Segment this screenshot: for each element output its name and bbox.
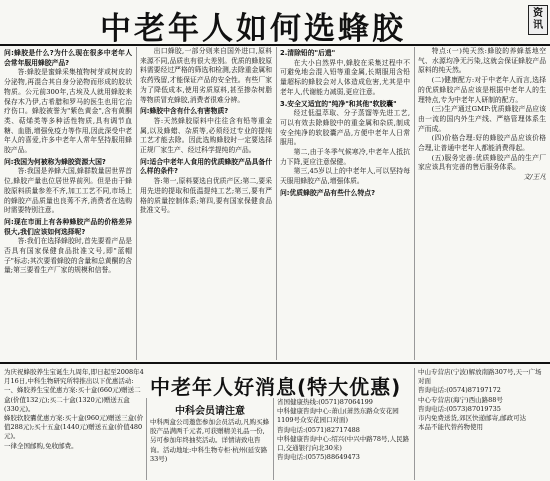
ad-offer: 蜂胶软胶囊优惠方案:买十盒(960元)赠送三盒(价值288元);买十五盒(1440元)赠送五盒(价值480元)。 <box>4 414 144 441</box>
article-paragraph: 答:第一,原料要选自优质产区;第二,要采用先进的提取和低温提纯工艺;第三,要有严格的质量控制体系;第四,要有国家保健食品批准文号。 <box>140 177 272 215</box>
article-paragraph: 第三,45岁以上的中老年人,可以坚持每天服用蜂胶产品,增强体质。 <box>280 167 410 186</box>
column-divider <box>276 47 277 360</box>
contact-line: 中科健康咨询中心:绍兴(中兴中路78号,人民路口,交通银行向北30米) <box>277 434 410 453</box>
article-paragraph: 第二,由于冬季气候寒冷,中老年人抵抗力下降,更应注意保健。 <box>280 148 410 166</box>
contact-line: 中科健康咨询中心:萧山(萧然东路众安花园1109号众安花园口对面) <box>277 407 399 425</box>
article-column-4 <box>418 47 546 360</box>
article-paragraph: 答:我国是养蜂大国,蜂群数量居世界首位,蜂胶产量也位居世界前列。但是由于蜂胶原料质量参差不齐,加工工艺不同,市场上的蜂胶产品质量也良莠不齐,消费者在选购时需要特别注意。 <box>4 167 132 215</box>
article-paragraph: 出口蜂胶,一部分则来自国外进口,原料来源不同,品质也有很大差别。优质的蜂胶原料需要经过严格的筛选和检测,去除重金属和农药残留,才能保证产品的安全性。有些厂家为了降低成本,使用劣质原料,甚至掺杂树脂等物质冒充蜂胶,消费者很难分辨。 <box>140 47 272 104</box>
branch-line: 市内免费送货,郊区快递邮寄,邮政可达 <box>418 414 527 423</box>
membership-text: 中科两盒公司邀您参加会员活动,凡购买蜂胶产品满两千元者,可获赠精美礼品一份,另可参加年终抽奖活动。详情请致电咨询。活动地址:中科生物专柜·杭州(延安路33号) <box>150 418 270 463</box>
ad-promotion <box>4 368 144 480</box>
article-paragraph: (三)生产通过GMP:优质蜂胶产品应该由一流的国内外生产线、严格管理体系生产而成。 <box>418 105 546 133</box>
headline-banner <box>0 0 550 46</box>
question-heading: 3.安全又适宜的"纯净"和其他"软胶囊" <box>280 99 397 108</box>
article-paragraph: (五)服务完善:优质蜂胶产品的生产厂家应该具有完善的售后服务体系。 <box>418 153 546 172</box>
membership-notice <box>150 418 270 481</box>
branch-line: 咨询电话:(0574)87197172 <box>418 386 501 395</box>
ad-branches <box>418 368 546 480</box>
ad-divider <box>414 368 415 480</box>
ad-title: 中老年人好消息(特大优惠) <box>150 375 402 399</box>
ad-divider <box>146 398 147 480</box>
ad-contacts <box>277 398 411 480</box>
headline-title: 中老年人如何选蜂胶 <box>100 11 406 47</box>
column-divider <box>136 47 137 360</box>
ad-intro: 为庆祝蜂胶养生宝诞生九周年,即日起至2008年4月16日,中科生物研究所特推出以下优惠活动: <box>4 368 144 386</box>
article-column-2 <box>140 47 272 360</box>
branch-line: 咨询电话:(0573)87019735 <box>418 404 501 413</box>
contact-line: 省国健康热线:(0571)87064199 <box>277 398 373 406</box>
question-heading: 问:现在市面上有各种蜂胶产品的价格差异很大,我们应该如何选择呢? <box>4 217 132 236</box>
article-paragraph: (二)健康配方:对于中老年人而言,选择的优质蜂胶产品应该是根据中老年人的生理特点,专为中老年人研制的配方。 <box>418 76 546 104</box>
question-heading: 问:蜂胶是什么?为什么现在很多中老年人会常年服用蜂胶产品? <box>4 49 132 67</box>
advertisement <box>0 362 550 481</box>
branch-line: 中山专营店(宁波)解放南路307号,天一广场对面 <box>418 368 542 386</box>
ad-divider <box>273 398 274 480</box>
question-heading: 2.清除铅的"后遗" <box>280 49 336 57</box>
ad-offer: 一、蜂胶养生宝优惠方案:买十盒(660元)赠送二盒(价值132元);买二十盒(1320元)赠送五盒(330元)。 <box>4 386 141 413</box>
section-tag: 资讯 <box>528 5 548 35</box>
article-paragraph: 特点:(一)纯天然:蜂胶的养蜂基地空气、水源均净无污染,这就会保证蜂胶产品原料的纯天然。 <box>418 47 546 75</box>
article-column-3 <box>280 47 410 360</box>
article-paragraph: 在大小自然界中,蜂胶在采集过程中不可避免地会混入铅等重金属,长期服用含铅量超标的蜂胶会对人体造成危害,尤其是中老年人,代谢能力减弱,更应注意。 <box>280 58 410 96</box>
branch-line: 本品不能代替药物使用 <box>418 423 483 432</box>
article-paragraph: 答:蜂胶是蜜蜂采集植物树芽或树皮的分泌物,再混合其自身分泌物而形成的胶状物质。公元前300年,古埃及人就用蜂胶来保存木乃伊,古希腊和罗马的医生也用它治疗伤口。蜂胶被誉为"紫色黄金",含有黄酮类、萜烯类等多种活性物质,具有调节血糖、血脂,增强免疫力等作用,因此深受中老年人的喜爱,许多中老年人常年坚持服用蜂胶产品。 <box>4 68 132 155</box>
contact-line: 咨询电话:(0575)88649473 <box>277 453 360 462</box>
author-byline: 文/王凡 <box>523 173 546 182</box>
article-paragraph: (四)价格合理:好的蜂胶产品应该价格合理,让普通中老年人都能消费得起。 <box>418 134 546 153</box>
question-heading: 问:蜂胶中含有什么有害物质? <box>140 107 229 116</box>
branch-line: 中心专营店(海宁)西山路88号 <box>418 395 503 404</box>
article-paragraph: 答:天然蜂胶原料中往往含有铅等重金属,以及蜂蜡、杂质等,必须经过专业的提纯工艺才能去除。因此选购蜂胶时一定要选择正规厂家生产、经过科学提纯的产品。 <box>140 116 272 155</box>
question-heading: 问:适合中老年人食用的优质蜂胶产品具备什么样的条件? <box>140 157 272 176</box>
ad-offer: 一律全国邮购,免收邮费。 <box>4 441 78 450</box>
contact-line: 咨询电话:(0571)82717488 <box>277 425 360 434</box>
article-paragraph: 答:我们在选择蜂胶时,首先要看产品是否具有国家保健食品批准文号,即"蓝帽子"标志;其次要看蜂胶的含量和总黄酮的含量;第三要看生产厂家的规模和信誉。 <box>4 237 132 275</box>
article-column-1 <box>4 47 132 360</box>
membership-title: 中科会员请注意 <box>175 406 245 417</box>
column-divider <box>414 47 415 360</box>
article-paragraph: 经过低温萃取、分子蒸馏等先进工艺,可以有效去除蜂胶中的重金属和杂质,制成安全纯净的软胶囊产品,方便中老年人日常服用。 <box>280 109 410 147</box>
question-heading: 问:我国为何被称为蜂胶资源大国? <box>4 157 106 166</box>
question-heading: 问:优质蜂胶产品有些什么特点? <box>280 188 376 197</box>
